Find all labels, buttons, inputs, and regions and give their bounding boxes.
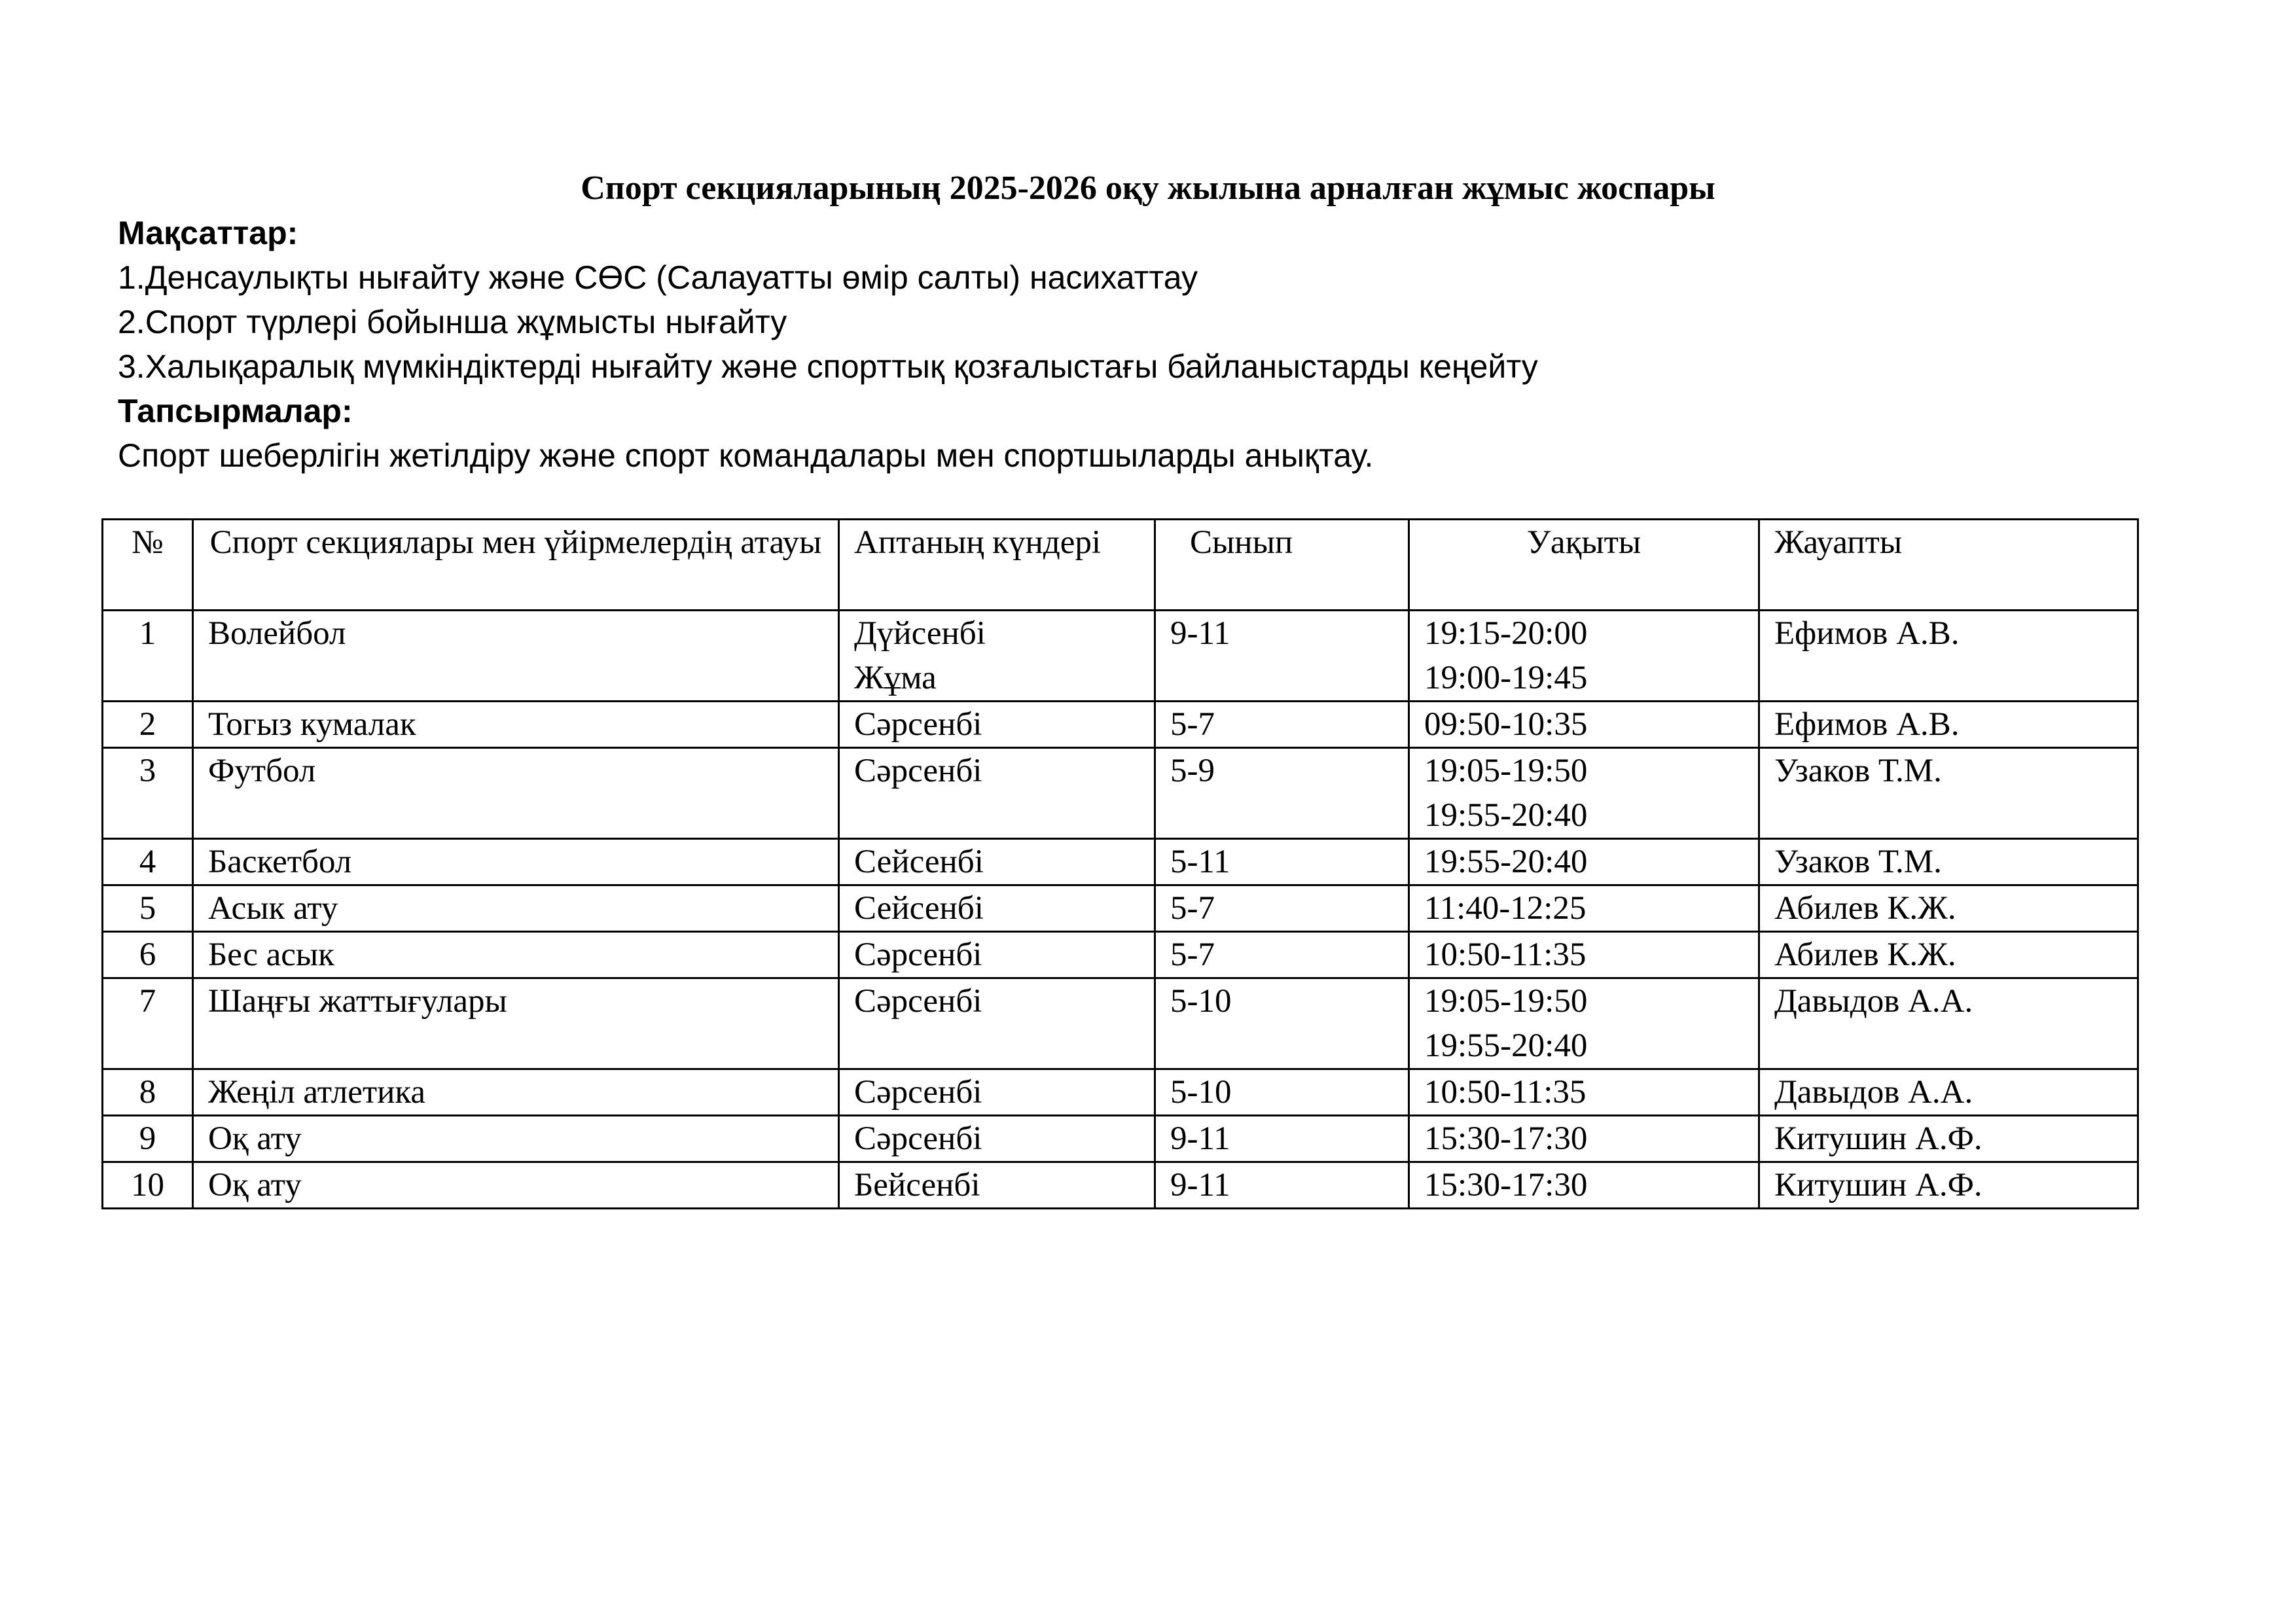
cell-num: 5 <box>103 885 193 932</box>
cell-name: Бес асык <box>193 932 839 978</box>
table-row <box>103 885 2138 932</box>
cell-days <box>839 611 1155 702</box>
cell-name: Волейбол <box>193 611 839 702</box>
cell-class: 5-7 <box>1155 932 1409 978</box>
cell-num: 8 <box>103 1069 193 1116</box>
cell-name: Тогыз кумалак <box>193 702 839 748</box>
table-row <box>103 702 2138 748</box>
cell-responsible: Абилев К.Ж. <box>1759 932 2138 978</box>
cell-time <box>1409 1162 1759 1209</box>
intro-section <box>118 211 2147 478</box>
document-title: Спорт секцияларының 2025-2026 оқу жылына арналған жұмыс жоспары <box>581 169 1715 207</box>
table-row <box>103 932 2138 978</box>
cell-days <box>839 1069 1155 1116</box>
table-row <box>103 978 2138 1069</box>
schedule-table <box>101 518 2139 1209</box>
header-name: Спорт секциялары мен үйірмелердің атауы <box>193 520 839 611</box>
time-item: 19:15-20:00 <box>1424 615 1588 652</box>
table-row <box>103 1116 2138 1162</box>
cell-responsible: Давыдов А.А. <box>1759 1069 2138 1116</box>
cell-time <box>1409 839 1759 885</box>
tasks-text: Спорт шеберлігін жетілдіру және спорт командалары мен спортшыларды анықтау. <box>118 437 1374 474</box>
day-item: Сәрсенбі <box>854 936 982 973</box>
table-row <box>103 839 2138 885</box>
header-days: Аптаның күндері <box>839 520 1155 611</box>
cell-days <box>839 702 1155 748</box>
cell-days <box>839 978 1155 1069</box>
cell-num: 6 <box>103 932 193 978</box>
cell-days <box>839 748 1155 839</box>
cell-class: 5-11 <box>1155 839 1409 885</box>
day-item: Сәрсенбі <box>854 1074 982 1111</box>
cell-days <box>839 1162 1155 1209</box>
table-row <box>103 748 2138 839</box>
time-item: 10:50-11:35 <box>1424 1074 1587 1111</box>
cell-responsible: Узаков Т.М. <box>1759 748 2138 839</box>
day-item: Сәрсенбі <box>854 983 982 1020</box>
cell-responsible: Узаков Т.М. <box>1759 839 2138 885</box>
table-header-row <box>103 520 2138 611</box>
cell-num: 1 <box>103 611 193 702</box>
table-body <box>103 611 2138 1209</box>
day-item: Сәрсенбі <box>854 753 982 789</box>
cell-name: Жеңіл атлетика <box>193 1069 839 1116</box>
time-item: 19:55-20:40 <box>1424 797 1588 834</box>
goal-item: 3.Халықаралық мүмкіндіктерді нығайту және спорттық қозғалыстағы байланыстарды кеңейту <box>118 348 1538 385</box>
cell-num: 3 <box>103 748 193 839</box>
cell-class: 9-11 <box>1155 611 1409 702</box>
cell-responsible: Ефимов А.В. <box>1759 702 2138 748</box>
cell-class: 5-7 <box>1155 702 1409 748</box>
cell-class: 9-11 <box>1155 1162 1409 1209</box>
cell-responsible: Ефимов А.В. <box>1759 611 2138 702</box>
time-item: 19:05-19:50 <box>1424 983 1588 1020</box>
cell-days <box>839 932 1155 978</box>
cell-name: Шаңғы жаттығулары <box>193 978 839 1069</box>
time-item: 15:30-17:30 <box>1424 1167 1588 1204</box>
cell-time <box>1409 1069 1759 1116</box>
cell-time <box>1409 885 1759 932</box>
header-time: Уақыты <box>1409 520 1759 611</box>
cell-class: 5-10 <box>1155 1069 1409 1116</box>
cell-num: 4 <box>103 839 193 885</box>
time-item: 19:55-20:40 <box>1424 1027 1588 1064</box>
day-item: Жұма <box>854 660 937 696</box>
cell-name: Асык ату <box>193 885 839 932</box>
cell-days <box>839 885 1155 932</box>
cell-days <box>839 1116 1155 1162</box>
time-item: 11:40-12:25 <box>1424 890 1587 927</box>
cell-name: Баскетбол <box>193 839 839 885</box>
day-item: Сәрсенбі <box>854 706 982 743</box>
goals-heading: Мақсаттар: <box>118 215 298 251</box>
cell-time <box>1409 978 1759 1069</box>
cell-responsible: Китушин А.Ф. <box>1759 1116 2138 1162</box>
time-item: 19:55-20:40 <box>1424 844 1588 880</box>
cell-time <box>1409 611 1759 702</box>
goal-item: 1.Денсаулықты нығайту және СӨС (Салауатты өмір салты) насихаттау <box>118 259 1198 296</box>
cell-responsible: Давыдов А.А. <box>1759 978 2138 1069</box>
cell-num: 10 <box>103 1162 193 1209</box>
header-num: № <box>103 520 193 611</box>
time-item: 10:50-11:35 <box>1424 936 1587 973</box>
time-item: 15:30-17:30 <box>1424 1120 1588 1157</box>
table-row <box>103 1162 2138 1209</box>
cell-responsible: Абилев К.Ж. <box>1759 885 2138 932</box>
cell-time <box>1409 702 1759 748</box>
cell-responsible: Китушин А.Ф. <box>1759 1162 2138 1209</box>
cell-name: Оқ ату <box>193 1116 839 1162</box>
cell-class: 5-9 <box>1155 748 1409 839</box>
table-row <box>103 1069 2138 1116</box>
table-row <box>103 611 2138 702</box>
cell-class: 9-11 <box>1155 1116 1409 1162</box>
time-item: 19:00-19:45 <box>1424 660 1588 696</box>
cell-days <box>839 839 1155 885</box>
header-class: Сынып <box>1155 520 1409 611</box>
day-item: Сейсенбі <box>854 844 984 880</box>
day-item: Бейсенбі <box>854 1167 980 1204</box>
cell-time <box>1409 748 1759 839</box>
cell-class: 5-7 <box>1155 885 1409 932</box>
tasks-heading: Тапсырмалар: <box>118 393 353 429</box>
cell-name: Оқ ату <box>193 1162 839 1209</box>
cell-num: 2 <box>103 702 193 748</box>
time-item: 19:05-19:50 <box>1424 753 1588 789</box>
cell-name: Футбол <box>193 748 839 839</box>
time-item: 09:50-10:35 <box>1424 706 1588 743</box>
day-item: Сәрсенбі <box>854 1120 982 1157</box>
cell-num: 7 <box>103 978 193 1069</box>
day-item: Сейсенбі <box>854 890 984 927</box>
cell-time <box>1409 1116 1759 1162</box>
day-item: Дүйсенбі <box>854 615 986 652</box>
header-responsible: Жауапты <box>1759 520 2138 611</box>
cell-time <box>1409 932 1759 978</box>
cell-class: 5-10 <box>1155 978 1409 1069</box>
goal-item: 2.Спорт түрлері бойынша жұмысты нығайту <box>118 304 787 340</box>
cell-num: 9 <box>103 1116 193 1162</box>
